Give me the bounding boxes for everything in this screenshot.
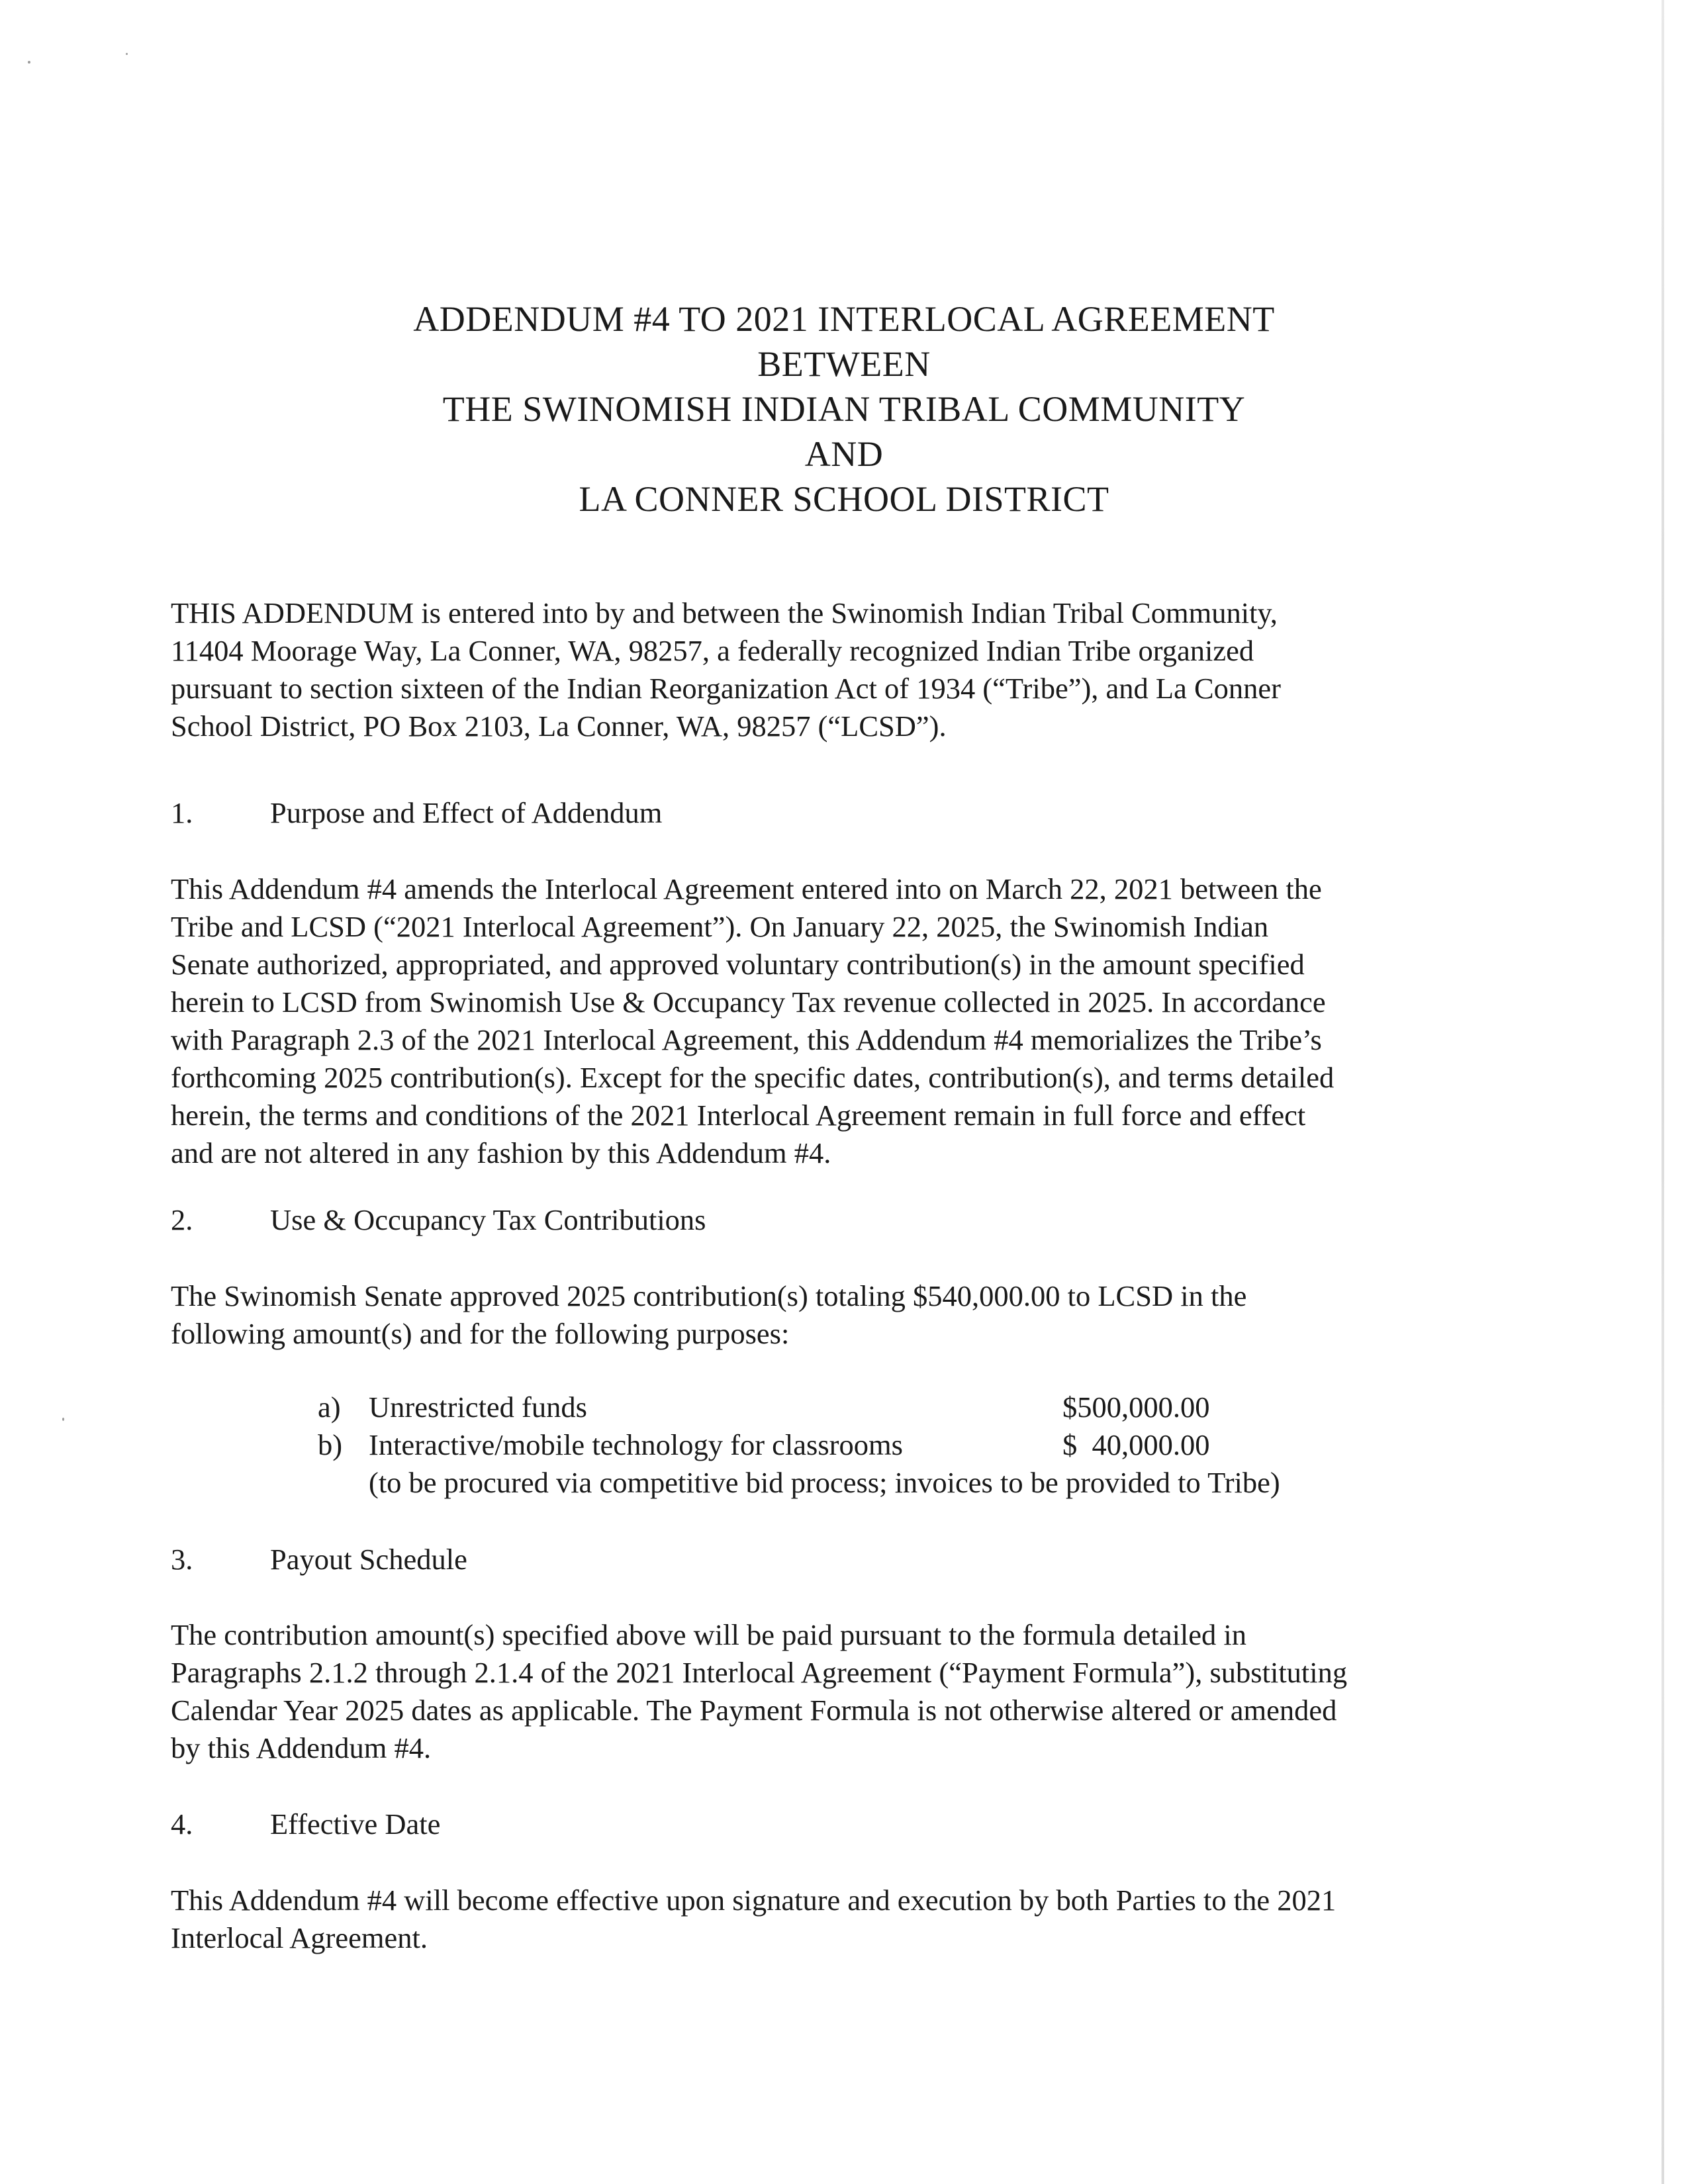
item-marker: a) — [318, 1390, 341, 1424]
section-title: Effective Date — [270, 1807, 441, 1841]
intro-paragraph — [171, 594, 1534, 745]
section-number: 4. — [171, 1807, 193, 1841]
scan-speck — [126, 53, 128, 55]
title-line: LA CONNER SCHOOL DISTRICT — [579, 479, 1109, 519]
text-line: herein to LCSD from Swinomish Use & Occupancy Tax revenue collected in 2025. In accordance — [171, 985, 1326, 1019]
contribution-note: (to be procured via competitive bid process; invoices to be provided to Tribe) — [369, 1466, 1280, 1499]
section-paragraph-payout-schedule — [171, 1616, 1534, 1767]
item-amount: $ 40,000.00 — [1062, 1428, 1210, 1461]
document-title — [0, 296, 1688, 522]
text-line: 11404 Moorage Way, La Conner, WA, 98257, a federally recognized Indian Tribe organized — [171, 634, 1254, 667]
text-line: This Addendum #4 will become effective upon signature and execution by both Parties to the 2021 — [171, 1884, 1336, 1917]
item-amount: $500,000.00 — [1062, 1390, 1210, 1424]
section-title: Use & Occupancy Tax Contributions — [270, 1203, 706, 1236]
text-line: Calendar Year 2025 dates as applicable. The Payment Formula is not otherwise altered or amended — [171, 1694, 1337, 1727]
section-heading-effective-date — [171, 1805, 440, 1843]
text-line: forthcoming 2025 contribution(s). Except for the specific dates, contribution(s), and terms detailed — [171, 1061, 1335, 1094]
text-line: with Paragraph 2.3 of the 2021 Interlocal Agreement, this Addendum #4 memorializes the Tribe’s — [171, 1023, 1322, 1056]
contribution-item-unrestricted — [0, 1388, 1688, 1426]
text-line: The contribution amount(s) specified above will be paid pursuant to the formula detailed in — [171, 1618, 1247, 1651]
scan-speck — [28, 61, 30, 64]
item-description: Unrestricted funds — [369, 1390, 587, 1424]
contribution-item-technology — [0, 1426, 1688, 1464]
text-line: following amount(s) and for the following purposes: — [171, 1317, 790, 1350]
section-paragraph-tax-contributions — [171, 1277, 1534, 1353]
title-line: BETWEEN — [757, 344, 931, 384]
text-line: THIS ADDENDUM is entered into by and between the Swinomish Indian Tribal Community, — [171, 596, 1278, 629]
title-line: ADDENDUM #4 TO 2021 INTERLOCAL AGREEMENT — [413, 299, 1275, 339]
text-line: pursuant to section sixteen of the Indian Reorganization Act of 1934 (“Tribe”), and La Conner — [171, 672, 1281, 705]
section-heading-purpose — [171, 794, 662, 832]
section-number: 2. — [171, 1203, 193, 1236]
section-number: 1. — [171, 796, 193, 829]
text-line: herein, the terms and conditions of the 2021 Interlocal Agreement remain in full force and effect — [171, 1099, 1306, 1132]
text-line: Senate authorized, appropriated, and approved voluntary contribution(s) in the amount specified — [171, 948, 1305, 981]
text-line: Interlocal Agreement. — [171, 1921, 428, 1954]
text-line: by this Addendum #4. — [171, 1731, 432, 1764]
text-line: and are not altered in any fashion by this Addendum #4. — [171, 1136, 831, 1169]
item-description: Interactive/mobile technology for classrooms — [369, 1428, 903, 1461]
section-title: Purpose and Effect of Addendum — [270, 796, 663, 829]
text-line: Tribe and LCSD (“2021 Interlocal Agreement”). On January 22, 2025, the Swinomish Indian — [171, 910, 1269, 943]
title-line: THE SWINOMISH INDIAN TRIBAL COMMUNITY — [442, 389, 1246, 429]
item-marker: b) — [318, 1428, 343, 1461]
section-heading-payout-schedule — [171, 1541, 467, 1578]
text-line: This Addendum #4 amends the Interlocal Agreement entered into on March 22, 2021 between the — [171, 872, 1322, 905]
section-number: 3. — [171, 1543, 193, 1576]
section-paragraph-effective-date — [171, 1882, 1534, 1957]
text-line: School District, PO Box 2103, La Conner, WA, 98257 (“LCSD”). — [171, 709, 947, 743]
section-heading-tax-contributions — [171, 1201, 706, 1239]
section-paragraph-purpose — [171, 870, 1534, 1172]
text-line: The Swinomish Senate approved 2025 contribution(s) totaling $540,000.00 to LCSD in the — [171, 1279, 1247, 1312]
section-title: Payout Schedule — [270, 1543, 467, 1576]
title-line: AND — [804, 434, 884, 474]
text-line: Paragraphs 2.1.2 through 2.1.4 of the 2021 Interlocal Agreement (“Payment Formula”), substituting — [171, 1656, 1348, 1689]
